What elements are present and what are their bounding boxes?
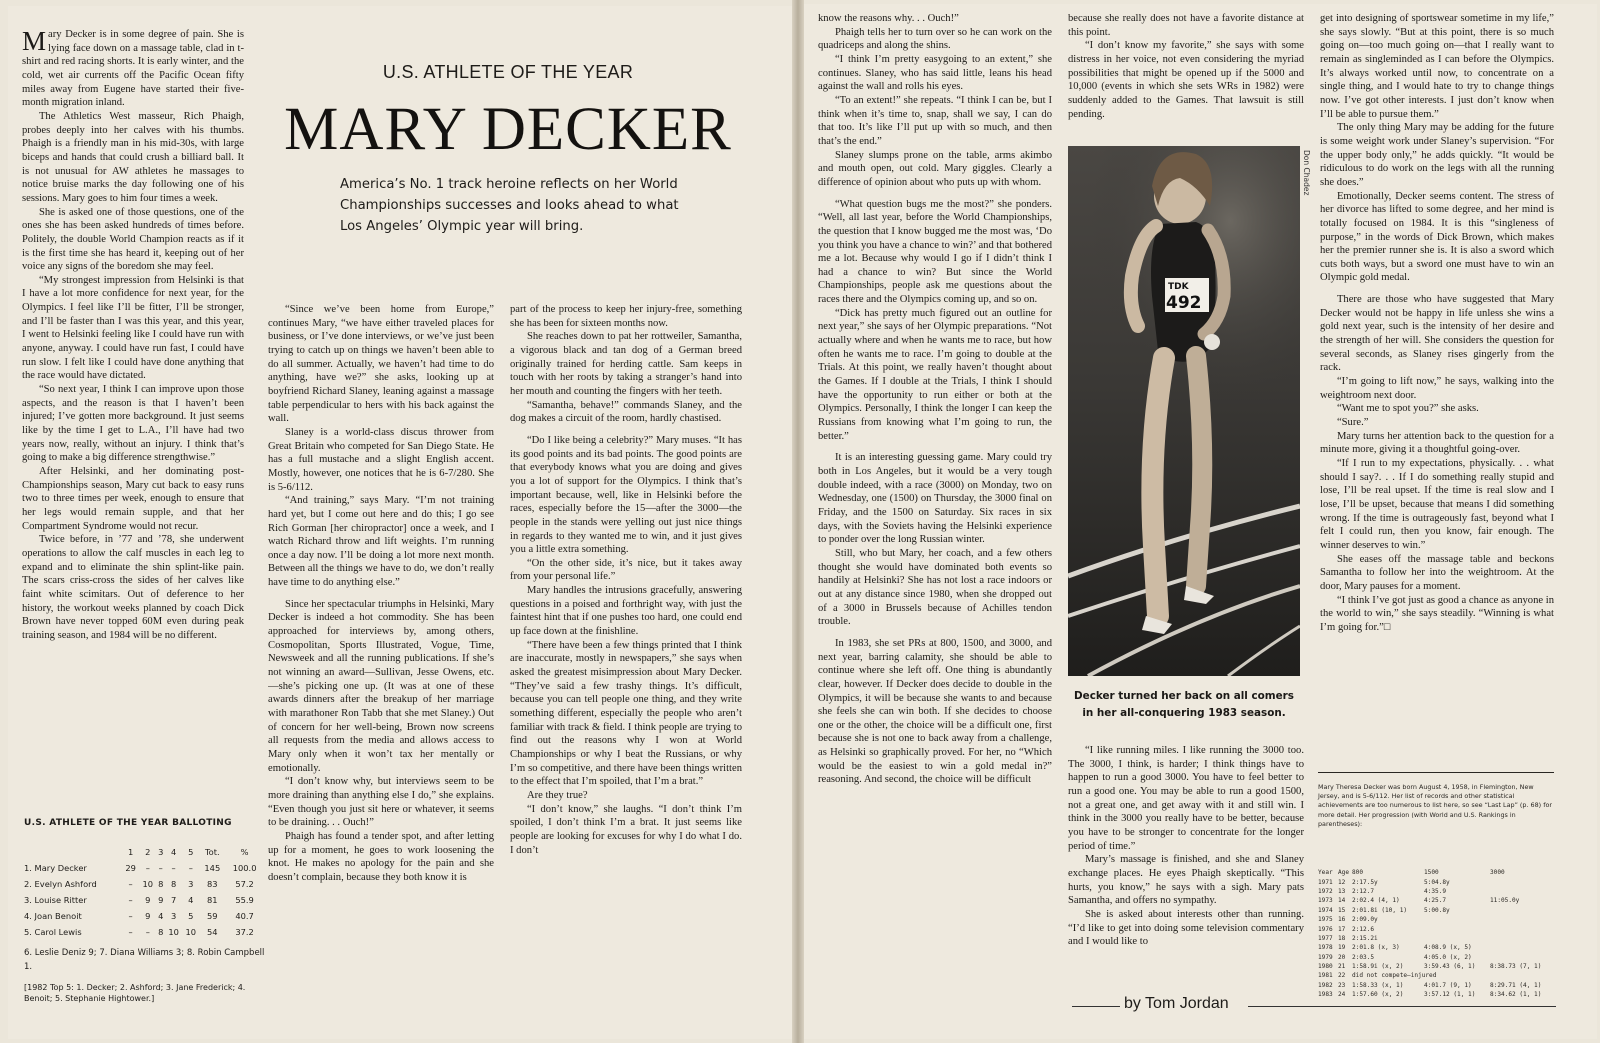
paragraph: “Dick has pretty much figured out an outline for next year,” she says of her Olympic preparations. “Not actually where and when he wants me to race, but how often he wants me to race. I’m going to double at the Trials. At this point, we really haven’t thought about the Games. If I double at the Trials, I think I should have the opportunity to run either or both at the Olympics. Personally, I think the longer I can keep the Russians from knowing what I’m going to run, the better.” [818, 307, 1052, 442]
paragraph: “There have been a few things printed that I think are inaccurate, mostly in newspapers,” she says when asked the greatest misimpression about Mary Decker. “They’ve said a few trashy things. It’s difficult, because you can tell people one thing, and they write something different, especially the people who aren’t familiar with track & field. I think people are trying to find out the reasons why I won at World Championships or why I beat the Russians, or why I’m so competitive, and there have been things written to the effect that I’m spoiled, that I’m a brat.” [510, 639, 742, 788]
paragraph: Slaney slumps prone on the table, arms akimbo and mouth open, out cold. Mary giggles. Clearly a difference of opinion about who puts up with whom. [818, 149, 1052, 188]
table-cell: 8 [170, 879, 177, 889]
paragraph: “And training,” says Mary. “I’m not training hard yet, but I come out here and do this; I go see Rich Gorman [her chiropractor] once a week, and I watch Richard throw and lift weights. I’m running once a day now. I’ll be doing a lot more next month. Between all the things we have to do, we don’t really have time to do anything else.” [268, 495, 494, 589]
paragraph: Phaigh has found a tender spot, and after letting up for a moment, he goes to work loosening the knot. He makes no apology for the pain and she doesn’t complain, because they both know it is [268, 830, 494, 883]
balloting-title: U.S. ATHLETE OF THE YEAR BALLOTING [24, 818, 232, 828]
table-cell: 2:09.0y [1352, 916, 1378, 924]
paragraph: Mary handles the intrusions gracefully, answering questions in a poised and forthright way, with just the faintest hint that if one pushes too hard, one could end up face down at the finishline. [510, 585, 742, 638]
table-header-row [24, 844, 264, 860]
table-cell: 4 [188, 895, 194, 905]
table-cell: 16 [1338, 916, 1346, 924]
table-cell: 2:01.8i (10, 1) [1352, 906, 1408, 914]
table-cell: 1978 [1318, 944, 1333, 952]
bib-sponsor: TDK [1168, 282, 1189, 292]
runner-photo-illustration [1068, 146, 1300, 676]
bio-divider [1318, 772, 1554, 773]
table-cell: 19 [1338, 944, 1346, 952]
table-cell [1424, 924, 1490, 933]
table-cell [1490, 877, 1554, 886]
paragraph: Mary turns her attention back to the question for a minute more, giving it a thoughtful going-over. [1320, 430, 1554, 456]
balloting-1982-top5: [1982 Top 5: 1. Decker; 2. Ashford; 3. Jane Frederick; 4. Benoit; 5. Stephanie Hightower.] [24, 983, 246, 1003]
paragraph: “Sure.” [1336, 417, 1369, 429]
paragraph: “Samantha, behave!” commands Slaney, and the dog makes a circuit of the room, hardly chastised. [510, 399, 742, 425]
table-row [1318, 924, 1554, 933]
paragraph: In 1983, she set PRs at 800, 1500, and 3000, and next year, barring calamity, she should be able to continue where she left off. One thing is abundantly clear, however. If Decker does decide to double in the Olympics, it will be because she wants to and because she feels she can win both. If she decides to choose one or the other, the choice will be a difficult one, first because she is not one to back away from a challenge, as Helsinki so graphically proved. For her, no “Which would be the easiest to win a gold medal in?” reasoning. And second, the choice will be difficult [818, 637, 1052, 786]
paragraph: Are they true? [526, 789, 588, 801]
table-header: 3 [158, 847, 164, 857]
table-cell: 21 [1338, 963, 1346, 971]
table-cell: 1:57.60 (x, 2) [1352, 991, 1404, 999]
table-cell: 8 [158, 927, 164, 937]
table-cell: – [128, 895, 133, 905]
paragraph: “I like running miles. I like running the 3000 too. The 3000, I think, is harder; I think things have to happen to run a good 3000. You have to feel better to run a good one. You may be able to run a good 1500, not a great one, and get away with it and still win. I think in the 3000 you really have to be better, because you have to be stronger to concentrate for the longer period of time.” [1068, 745, 1304, 852]
table-row [1318, 877, 1554, 886]
table-cell [1424, 915, 1490, 924]
article-column-5-bottom [1068, 744, 1304, 992]
table-cell: 23 [1338, 981, 1346, 989]
paragraph: Since her spectacular triumphs in Helsinki, Mary Decker is indeed a hot commodity. She has been approached for interviews by, among others, Cosmopolitan, Sports Illustrated, Vogue, Time, Newsweek and all the running publications. If she’s not winning an award—Sullivan, Jesse Owens, etc.—she’s picking one up. (It was at one of these awards dinners after the breakup of her marriage with marathoner Ron Tabb that she met Slaney.) Out of concern for her well-being, Brown now screens all requests from the media and allows access to Mary only when it won’t tax her mentally or emotionally. [268, 598, 494, 774]
table-header: 1500 [1424, 869, 1439, 877]
byline-rule-right [1248, 1006, 1556, 1007]
table-cell: 2:01.8 (x, 3) [1352, 944, 1400, 952]
table-cell: 1975 [1318, 916, 1333, 924]
table-cell [1490, 953, 1554, 962]
table-cell: 5:00.8y [1424, 906, 1450, 914]
table-cell: 14 [1338, 897, 1346, 905]
table-cell: 3:59.43 (6, 1) [1424, 963, 1476, 971]
paragraph: There are those who have suggested that Mary Decker would not be happy in life unless she wins a gold next year, such is the intensity of her desire and the strength of her will. She considers the question for several seconds, as Slaney rises gingerly from the rack. [1320, 294, 1554, 374]
table-cell: 1983 [1318, 991, 1333, 999]
paragraph: “I think I’m pretty easygoing to an extent,” she continues. Slaney, who has said little, leans his head against the wall and rolls his eyes. [818, 53, 1052, 93]
table-cell: 81 [207, 895, 218, 905]
table-header-row [1318, 868, 1554, 877]
table-row [24, 924, 264, 940]
paragraph: know the reasons why. . . Ouch!” [818, 13, 959, 24]
paragraph: get into designing of sportswear sometime in my life,” she says slowly. “But at this point, there is so much going on—too much going on—that I really want to remain as singleminded as I can before the Olympics. It’s always worked until now, to concentrate on a single thing, and I would hate to try to change things now. I’ve got other interests. I just don’t know when I’ll be able to pursue them.” [1320, 13, 1554, 120]
paragraph: ary Decker is in some degree of pain. She is lying face down on a massage table, clad in t-shirt and red racing shorts. It is early winter, and the cold, wet air currents off the Pacific Ocean fifty miles away from Eugene have started their five-month migration inland. [22, 29, 244, 109]
table-cell: 5. Carol Lewis [24, 927, 82, 937]
paragraph: “What question bugs me the most?” she ponders. “Well, all last year, before the World Championships, the question that I know bugged me the most was, ‘Do you think you have a chance to win?’ and that bothered me a lot. Because why would I go if I didn’t think I had a chance to win? But since the World Championships, people ask me questions about the races there and the Olympics coming up, and so on. [818, 198, 1052, 306]
paragraph: “To an extent!” she repeats. “I think I can be, but I think when it’s time to, snap, shall we say, I can do that too. It’s like I’ll put up with so much, and then that’s the end.” [818, 94, 1052, 147]
table-cell: 8:38.73 (7, 1) [1490, 963, 1542, 971]
paragraph: She is asked one of those questions, one of the ones she has been asked hundreds of times before. Politely, the double World Champion reacts as if it is the first time she has heard it, keeping out of her voice any signs of the boredom she may feel. [22, 206, 244, 273]
table-cell: 1982 [1318, 981, 1333, 989]
table-cell: 12 [1338, 878, 1346, 886]
table-header: 2 [145, 847, 151, 857]
balloting-table [24, 844, 264, 940]
table-cell: 24 [1338, 991, 1346, 999]
paragraph: “If I run to my expectations, physically. . . what should I say?. . . If I do something really stupid and lose, I’ll be real upset. If the time is real slow and I lose, I’ll be upset, because that means I did something wrong. If the time is outrageously fast, beyond what I felt I could run, then you know, fair enough. The winner deserves to win.” [1320, 458, 1554, 551]
table-cell: 1981 [1318, 972, 1333, 980]
table-cell: 1971 [1318, 878, 1333, 886]
table-cell: 5:04.8y [1424, 878, 1450, 886]
table-cell: – [171, 863, 176, 873]
table-cell: – [145, 927, 150, 937]
table-cell: 10 [185, 927, 197, 937]
table-row [1318, 981, 1554, 990]
table-cell: – [188, 863, 193, 873]
photo-mary-decker-running [1068, 146, 1300, 676]
table-cell: 100.0 [232, 863, 257, 873]
table-cell: 7 [170, 895, 177, 905]
byline: by Tom Jordan [1124, 995, 1229, 1012]
table-cell: 8:34.62 (1, 1) [1490, 991, 1542, 999]
table-cell: 2:02.4 (4, 1) [1352, 897, 1400, 905]
table-cell: 4:05.0 (x, 2) [1424, 953, 1472, 961]
table-cell: 2:17.5y [1352, 878, 1378, 886]
paragraph: Twice before, in ’77 and ’78, she underwent operations to allow the calf muscles in each leg to expand and to eliminate the shin splint-like pain. The scars criss-cross the sides of her calves like faint white scimitars. Out of deference to her history, the workout weeks planned by coach Dick Brown have never topped 60M even during peak training season, and 1984 will be no different. [22, 534, 244, 641]
table-cell: 59 [207, 911, 218, 921]
paragraph: Still, who but Mary, her coach, and a few others thought she would have dominated both events so handily at Helsinki? She has not lost a race indoors or out at any distance since 1980, when she dropped out of a 3000 in Brussels because of Achilles tendon trouble. [818, 547, 1052, 628]
table-cell [1490, 943, 1554, 952]
table-cell: – [145, 863, 150, 873]
table-header: 3000 [1490, 869, 1505, 877]
photo-credit: Don Chadez [1302, 150, 1311, 196]
table-cell: 18 [1338, 934, 1346, 942]
table-cell: 9 [145, 911, 151, 921]
paragraph: “I don’t know,” she laughs. “I don’t think I’m spoiled, I don’t think I’m a brat. It just seems like people are looking for excuses for why I do what I do. I don’t [510, 803, 742, 856]
table-cell: 1980 [1318, 963, 1333, 971]
paragraph: She eases off the massage table and beckons Samantha to follow her into the weightroom. At the door, Mary pauses for a moment. [1320, 553, 1554, 592]
paragraph: “So next year, I think I can improve upon those aspects, and the reason is that I haven’t been injured; I’ve gotten more background. It just seems like by the time I get to L.A., I’ll have had two years now, really, without an injury. I think that’s going to make a big difference strengthwise.” [22, 384, 244, 464]
table-cell [1424, 934, 1490, 943]
table-row [1318, 896, 1554, 905]
paragraph: “I’m going to lift now,” he says, walking into the weightroom next door. [1320, 376, 1554, 401]
article-column-5-top [1068, 12, 1304, 136]
table-cell [1490, 934, 1554, 943]
paragraph: Mary’s massage is finished, and she and Slaney exchange places. He eyes Phaigh skeptically. “This hurts, you know,” he says with a sigh. Mary pats Samantha, and offers no sympathy. [1068, 854, 1304, 907]
drop-cap: M [22, 28, 47, 56]
table-cell: 37.2 [235, 927, 254, 937]
table-cell: 3. Louise Ritter [24, 895, 87, 905]
table-header: 5 [188, 847, 194, 857]
table-cell [1490, 915, 1554, 924]
table-cell: 29 [125, 863, 136, 873]
table-cell: 1. Mary Decker [24, 863, 87, 873]
table-header: 1 [127, 847, 134, 857]
paragraph: because she really does not have a favorite distance at this point. [1068, 13, 1304, 38]
table-cell: 3 [188, 879, 194, 889]
table-row [1318, 943, 1554, 952]
photo-caption: Decker turned her back on all comers in her all-conquering 1983 season. [1074, 690, 1294, 719]
paragraph: part of the process to keep her injury-free, something she has been for sixteen months now. [510, 304, 742, 329]
article-column-6 [1320, 12, 1554, 768]
table-cell: 11:05.0y [1490, 897, 1520, 905]
table-cell [1490, 906, 1554, 915]
paragraph: The Athletics West masseur, Rich Phaigh, probes deeply into her calves with his thumbs. Phaigh is a friendly man in his mid-30s, with large biceps and hands that could crush a billiard ball. It is not unusual for AW athletes he massages to notice bruise marks the day following one of his sessions. Mary goes to him four times a week. [22, 110, 244, 204]
paragraph: The only thing Mary may be adding for the future is some weight work under Slaney’s supervision. “For the upper body only,” he adds quickly. “It would be ridiculous to do work on the legs with all the running she does.” [1320, 122, 1554, 188]
table-cell: 1972 [1318, 887, 1333, 895]
article-kicker: U.S. ATHLETE OF THE YEAR [382, 62, 634, 82]
table-row [24, 876, 264, 892]
paragraph: “Do I like being a celebrity?” Mary muses. “It has its good points and its bad points. The good points are that everybody knows what you are doing and gives you a lot of support for the Olympics. I think that’s important because, well, like in Helsinki before the races, especially before the 15—after the 3000—the people in the stands were yelling out just nice things in regards to they wanted me to win, and it just gives you a little extra something. [510, 434, 742, 556]
table-cell: 4:35.9 [1424, 887, 1447, 895]
table-cell: 1979 [1318, 953, 1333, 961]
article-column-3 [510, 303, 742, 1031]
table-cell: 57.2 [235, 879, 254, 889]
table-cell: 55.9 [235, 895, 254, 905]
table-cell: 2. Evelyn Ashford [24, 879, 97, 889]
paragraph: Phaigh tells her to turn over so he can work on the quadriceps and along the shins. [818, 26, 1052, 52]
table-row [24, 860, 264, 876]
table-cell: 9 [145, 895, 151, 905]
paragraph: Slaney is a world-class discus thrower from Great Britain who competed for San Diego State. He has a full mustache and a slight English accent. Mostly, however, one notices that he is 6-7/280. She is 5-6/112. [268, 426, 494, 493]
paragraph: “My strongest impression from Helsinki is that I have a lot more confidence for next year, for the Olympics. I feel like I’ll be fitter, I’ll be stronger, and I’ll be faster than I was this year, and this year, I went to Helsinki feeling like I could have run with anyone, anyway. I could have run fast, I could have run slow. I felt like I could have done anything that the race would have dictated. [22, 274, 244, 382]
table-cell: – [128, 911, 133, 921]
table-cell: 22 [1338, 972, 1346, 980]
table-cell: 8 [158, 879, 164, 889]
paragraph: “I don’t know my favorite,” she says with some distress in her voice, not even considering the myriad possibilities that might be opened up if the 5000 and 10,000 (events in which she sets WRs in 1982) were suddenly added to the Games. That lawsuit is still pending. [1068, 40, 1304, 120]
table-row [1318, 962, 1554, 971]
table-cell [1490, 887, 1554, 896]
table-cell: 83 [207, 879, 218, 889]
table-row [1318, 953, 1554, 962]
table-cell: 1976 [1318, 925, 1333, 933]
balloting-others: 6. Leslie Deniz 9; 7. Diana Williams 3; 8. Robin Campbell 1. [24, 948, 265, 972]
table-row [1318, 915, 1554, 924]
paragraph: “Since we’ve been home from Europe,” continues Mary, “we have either traveled places for business, or I’ve done interviews, or we’ve just been trying to catch up on things we haven’t been able to do all summer. Actually, we haven’t had time to do anything, have we?” she asks, looking up at boyfriend Richard Slaney, leaning against a massage table perpendicular to hers with his back against the wall. [268, 304, 494, 425]
table-cell: 1:58.33 (x, 1) [1352, 981, 1404, 989]
table-cell: 4:25.7 [1424, 897, 1447, 905]
table-cell: 1:58.9i (x, 2) [1352, 963, 1404, 971]
table-cell: 2:12.7 [1352, 887, 1375, 895]
table-cell: 13 [1338, 887, 1346, 895]
table-cell: 4:01.7 (9, 1) [1424, 981, 1472, 989]
table-cell: 9 [158, 895, 164, 905]
bio-text: Mary Theresa Decker was born August 4, 1958, in Flemington, New Jersey, and is 5-6/112. Her list of records and other statistical achievements are too numerous to list here, so see “Last Lap” (p. 68) for more detail. Her progression (with World and U.S. Rankings in parentheses): [1318, 783, 1552, 828]
article-title: MARY DECKER [284, 96, 732, 163]
article-column-2 [268, 303, 494, 1031]
table-cell: 17 [1338, 925, 1346, 933]
paragraph: She reaches down to pat her rottweiler, Samantha, a vigorous black and tan dog of a German breed originally trained for herding cattle. Sam keeps in touch with her roots by taking a stranger’s hand into her mouth and counting the fingers with her teeth. [510, 331, 742, 397]
table-cell: 1977 [1318, 934, 1333, 942]
paragraph: “I don’t know why, but interviews seem to be more draining than anything else I do,” she explains. “Even though you just sit here or whatever, it seems to be draining. . . Ouch!” [268, 776, 494, 829]
article-column-4 [818, 12, 1052, 990]
table-cell: 3 [170, 911, 177, 921]
table-cell [1490, 924, 1554, 933]
table-cell: 2:03.5 [1352, 953, 1375, 961]
table-row [1318, 887, 1554, 896]
table-cell: 4. Joan Benoit [24, 911, 82, 921]
table-cell: 3:57.12 (1, 1) [1424, 991, 1476, 999]
table-cell: 8:29.71 (4, 1) [1490, 981, 1542, 989]
bib-number: 492 [1166, 293, 1202, 313]
table-cell: 5 [188, 911, 194, 921]
table-cell: 40.7 [235, 911, 254, 921]
paragraph: After Helsinki, and her dominating post-Championships season, Mary cut back to easy runs two to three times per week, enough to ensure that her legs would remain supple, and that her Compartment Syndrome would not recur. [22, 466, 244, 532]
paragraph: “On the other side, it’s nice, but it takes away from your personal life.” [510, 557, 742, 583]
table-cell: – [158, 863, 163, 873]
table-cell: 1974 [1318, 906, 1333, 914]
paragraph: Emotionally, Decker seems content. The stress of her divorce has lifted to some degree, and her mind is totally focused on 1984. It is this “singleness of purpose,” in the words of Dick Brown, which makes her the premier runner she is. It is also a sword which cuts both ways, but a sword one must have to win an Olympic gold medal. [1320, 190, 1554, 284]
table-row [1318, 906, 1554, 915]
table-header: Year [1318, 869, 1333, 877]
table-header [24, 844, 122, 860]
table-cell: – [128, 879, 133, 889]
paragraph: “I think I’ve got just as good a chance as anyone in the world to win,” she says steadily. “Winning is what I’m going for.”□ [1320, 594, 1554, 633]
table-cell: 1973 [1318, 897, 1333, 905]
table-cell: 145 [204, 863, 221, 873]
byline-rule-left [1072, 1006, 1120, 1007]
paragraph: “Want me to spot you?” she asks. [1336, 403, 1479, 415]
table-header: 800 [1352, 869, 1364, 877]
table-cell: 2:15.2i [1352, 934, 1378, 942]
table-cell: 2:12.6 [1352, 925, 1375, 933]
table-cell: 4:08.9 (x, 5) [1424, 944, 1472, 952]
balloting-box [24, 818, 266, 1004]
table-cell: 20 [1338, 953, 1346, 961]
table-row [24, 908, 264, 924]
page-gutter [792, 0, 804, 1043]
table-cell: – [128, 927, 133, 937]
table-header: 4 [170, 847, 177, 857]
table-cell: 10 [142, 879, 154, 889]
article-deck: America’s No. 1 track heroine reflects on her World Championships successes and looks ahead to what Los Angeles’ Olympic year will bring. [340, 177, 679, 234]
table-cell: 54 [207, 927, 218, 937]
table-cell: did not compete—injured [1352, 972, 1437, 980]
table-row [1318, 934, 1554, 943]
table-cell: 4 [158, 911, 164, 921]
table-header: Tot. [205, 847, 220, 857]
table-header: % [240, 847, 249, 857]
table-row [24, 892, 264, 908]
table-header: Age [1338, 869, 1350, 877]
table-row [1318, 971, 1554, 980]
table-cell: 10 [168, 927, 179, 937]
paragraph: It is an interesting guessing game. Mary could try both in Los Angeles, but it would be a very tough double indeed, with a race (3000) on Monday, two on Wednesday, one (1500) on Thursday, the 3000 final on Friday, and the 1500 on Saturday. Six races in six days, with the Soviets having the Helsinki experience to ponder over the long Russian winter. [818, 452, 1052, 546]
table-cell: 15 [1338, 906, 1346, 914]
progression-table [1318, 868, 1554, 999]
paragraph: She is asked about interests other than running. “I’d like to get into doing some television commentary and I would like to [1068, 908, 1304, 948]
article-column-1 [22, 28, 244, 790]
table-row [1318, 990, 1554, 999]
